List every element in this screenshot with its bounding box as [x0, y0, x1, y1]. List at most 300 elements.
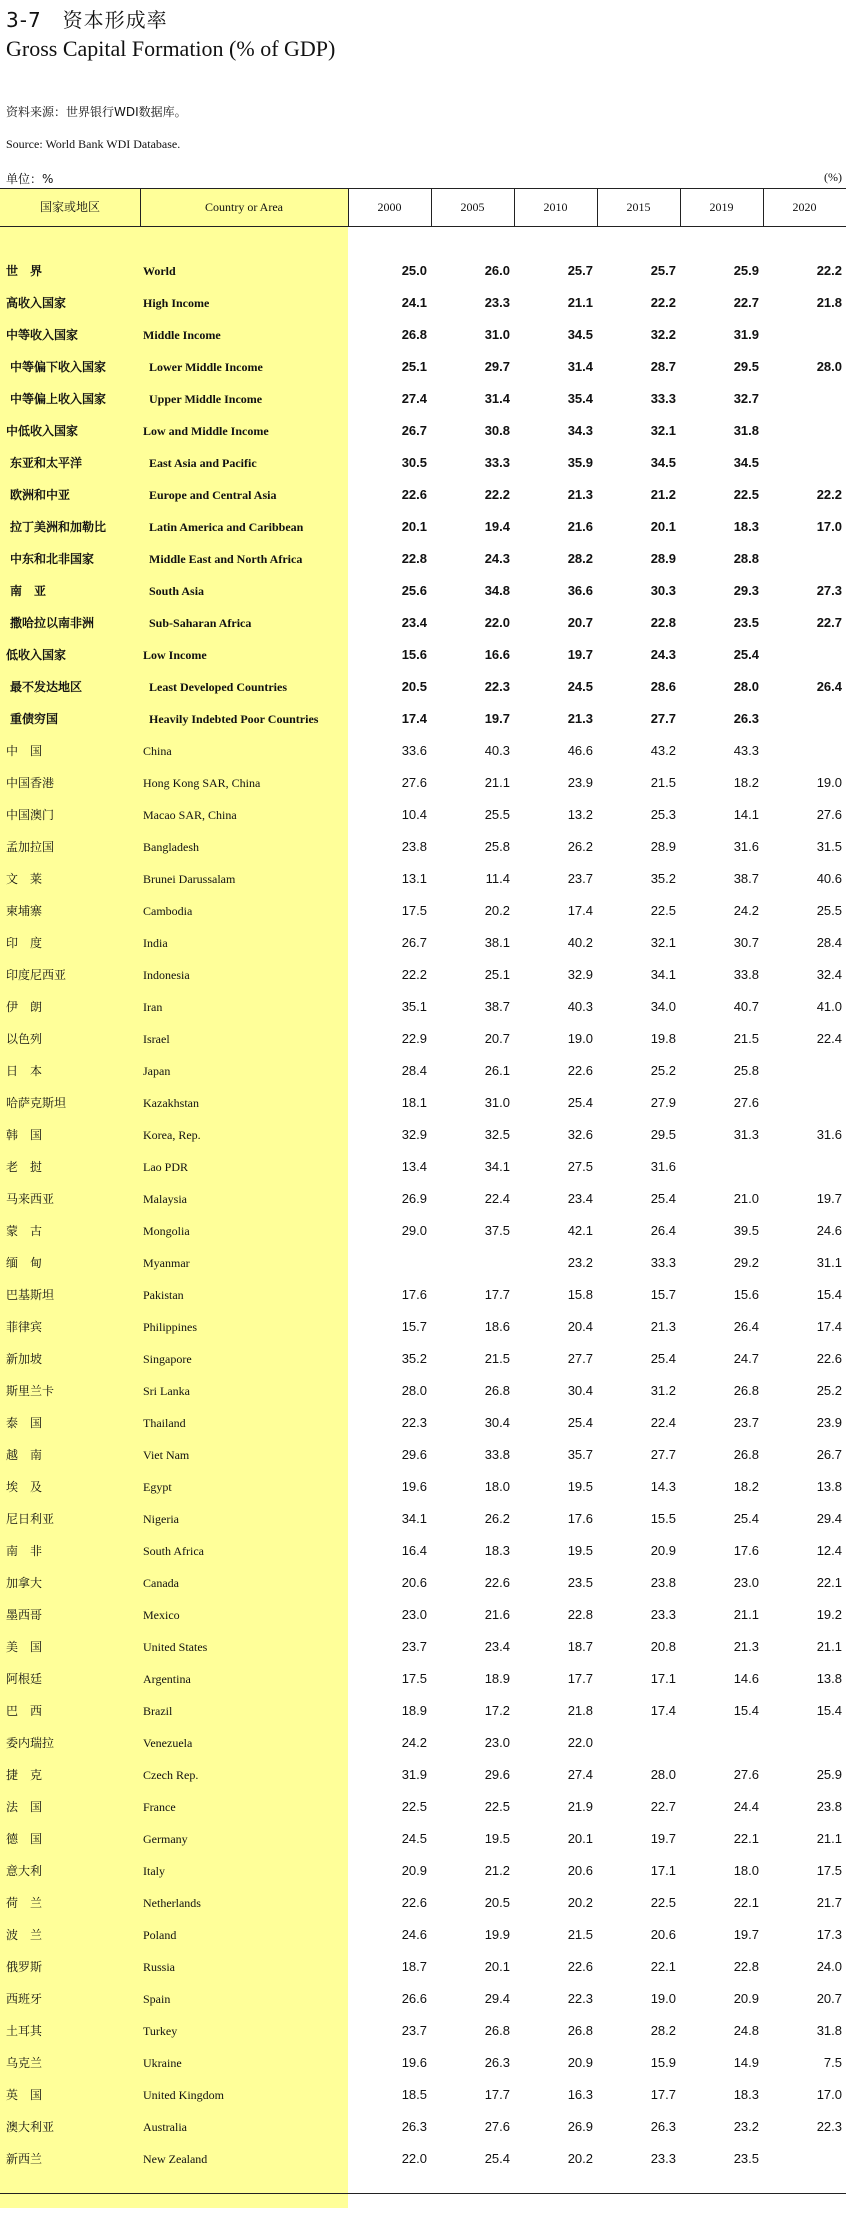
value-cell: 23.3	[650, 1607, 676, 1622]
country-name-cn: 俄罗斯	[6, 1960, 43, 1974]
country-name-en: Malaysia	[143, 1192, 187, 1206]
value-cell: 26.4	[733, 1319, 759, 1334]
country-name-en: Mongolia	[143, 1224, 190, 1238]
value-cell: 17.7	[567, 1671, 593, 1686]
value-cell: 17.1	[650, 1671, 676, 1686]
value-cell: 33.3	[650, 1255, 676, 1270]
value-cell: 32.6	[567, 1127, 593, 1142]
value-cell: 22.8	[733, 1959, 759, 1974]
value-cell: 20.9	[567, 2055, 593, 2070]
value-cell: 22.6	[484, 1575, 510, 1590]
country-name-cn: 尼日利亚	[6, 1512, 55, 1526]
value-cell: 13.1	[401, 871, 427, 886]
value-cell: 34.1	[650, 967, 676, 982]
value-cell: 18.3	[733, 519, 759, 534]
country-name-en: India	[143, 936, 168, 950]
header-separator	[680, 188, 681, 226]
value-cell: 23.0	[401, 1607, 427, 1622]
value-cell: 25.4	[567, 1095, 593, 1110]
table-row	[0, 543, 846, 575]
table-row	[0, 735, 846, 767]
table-row	[0, 351, 846, 383]
country-name-en: Viet Nam	[143, 1448, 190, 1462]
value-cell: 18.5	[401, 2087, 427, 2102]
value-cell: 22.2	[816, 487, 842, 502]
value-cell: 35.7	[567, 1447, 593, 1462]
header-separator	[597, 188, 598, 226]
value-cell: 21.5	[484, 1351, 510, 1366]
country-name-en: Macao SAR, China	[143, 808, 237, 822]
table-row	[0, 1759, 846, 1791]
value-cell: 15.4	[816, 1703, 842, 1718]
value-cell: 23.8	[650, 1575, 676, 1590]
value-cell: 25.7	[650, 263, 676, 278]
value-cell: 29.5	[733, 359, 759, 374]
value-cell: 29.2	[733, 1255, 759, 1270]
value-cell: 23.2	[567, 1255, 593, 1270]
value-cell: 43.2	[650, 743, 676, 758]
table-row	[0, 1663, 846, 1695]
country-name-cn: 东亚和太平洋	[10, 456, 83, 470]
value-cell: 17.6	[401, 1287, 427, 1302]
value-cell: 40.2	[567, 935, 593, 950]
country-name-cn: 低收入国家	[6, 648, 67, 662]
country-name-cn: 文 莱	[6, 872, 43, 886]
value-cell: 14.9	[733, 2055, 759, 2070]
value-cell: 31.0	[484, 1095, 510, 1110]
value-cell: 23.7	[567, 871, 593, 886]
value-cell: 30.4	[484, 1415, 510, 1430]
value-cell: 23.4	[567, 1191, 593, 1206]
value-cell: 34.3	[567, 423, 593, 438]
country-name-en: Bangladesh	[143, 840, 199, 854]
value-cell: 38.7	[484, 999, 510, 1014]
value-cell: 21.1	[816, 1831, 842, 1846]
country-name-en: South Africa	[143, 1544, 204, 1558]
value-cell: 26.9	[401, 1191, 427, 1206]
value-cell: 17.6	[567, 1511, 593, 1526]
country-name-cn: 中低收入国家	[6, 424, 79, 438]
table-row	[0, 1951, 846, 1983]
value-cell: 23.7	[401, 2023, 427, 2038]
value-cell: 23.7	[401, 1639, 427, 1654]
value-cell: 26.8	[733, 1383, 759, 1398]
value-cell: 33.6	[401, 743, 427, 758]
value-cell: 22.6	[401, 1895, 427, 1910]
table-row	[0, 1855, 846, 1887]
country-name-cn: 墨西哥	[6, 1608, 43, 1622]
country-name-en: Heavily Indebted Poor Countries	[149, 712, 319, 726]
value-cell: 24.4	[733, 1799, 759, 1814]
value-cell: 23.3	[650, 2151, 676, 2166]
value-cell: 19.7	[650, 1831, 676, 1846]
value-cell: 35.2	[401, 1351, 427, 1366]
country-name-en: Indonesia	[143, 968, 190, 982]
value-cell: 24.7	[733, 1351, 759, 1366]
value-cell: 19.7	[484, 711, 510, 726]
value-cell: 21.7	[816, 1895, 842, 1910]
value-cell: 20.2	[484, 903, 510, 918]
value-cell: 24.5	[401, 1831, 427, 1846]
country-name-en: Middle East and North Africa	[149, 552, 303, 566]
value-cell: 20.9	[650, 1543, 676, 1558]
value-cell: 28.2	[650, 2023, 676, 2038]
value-cell: 31.4	[567, 359, 593, 374]
value-cell: 29.6	[401, 1447, 427, 1462]
country-name-en: Australia	[143, 2120, 187, 2134]
country-name-en: Lao PDR	[143, 1160, 188, 1174]
table-row	[0, 991, 846, 1023]
table-rule	[0, 226, 846, 227]
table-row	[0, 1439, 846, 1471]
header-country-en: Country or Area	[205, 200, 283, 214]
value-cell: 26.7	[401, 423, 427, 438]
value-cell: 32.9	[567, 967, 593, 982]
value-cell: 26.6	[401, 1991, 427, 2006]
value-cell: 26.8	[484, 2023, 510, 2038]
country-name-cn: 埃 及	[6, 1480, 43, 1494]
table-row	[0, 1823, 846, 1855]
table-row	[0, 799, 846, 831]
value-cell: 21.3	[733, 1639, 759, 1654]
value-cell: 30.4	[567, 1383, 593, 1398]
country-name-en: Ukraine	[143, 2056, 182, 2070]
value-cell: 19.7	[816, 1191, 842, 1206]
value-cell: 15.4	[733, 1703, 759, 1718]
header-separator	[348, 188, 349, 226]
table-row	[0, 895, 846, 927]
country-name-en: East Asia and Pacific	[149, 456, 257, 470]
table-row	[0, 671, 846, 703]
value-cell: 18.2	[733, 775, 759, 790]
value-cell: 26.3	[733, 711, 759, 726]
value-cell: 23.3	[484, 295, 510, 310]
value-cell: 21.2	[650, 487, 676, 502]
value-cell: 23.4	[401, 615, 427, 630]
value-cell: 38.7	[733, 871, 759, 886]
country-name-cn: 印度尼西亚	[6, 968, 67, 982]
value-cell: 23.4	[484, 1639, 510, 1654]
country-name-cn: 西班牙	[6, 1992, 43, 2006]
value-cell: 25.6	[401, 583, 427, 598]
value-cell: 27.4	[401, 391, 427, 406]
country-name-cn: 柬埔寨	[6, 904, 43, 918]
value-cell: 20.1	[567, 1831, 593, 1846]
value-cell: 20.7	[816, 1991, 842, 2006]
value-cell: 20.6	[401, 1575, 427, 1590]
country-name-cn: 菲律宾	[6, 1320, 43, 1334]
value-cell: 15.5	[650, 1511, 676, 1526]
value-cell: 31.5	[816, 839, 842, 854]
header-year: 2000	[377, 200, 402, 214]
value-cell: 20.1	[401, 519, 427, 534]
country-name-cn: 撒哈拉以南非洲	[10, 616, 95, 630]
value-cell: 17.4	[650, 1703, 676, 1718]
value-cell: 22.3	[567, 1991, 593, 2006]
country-name-en: Low and Middle Income	[143, 424, 269, 438]
country-name-cn: 加拿大	[6, 1576, 43, 1590]
country-name-en: Upper Middle Income	[149, 392, 263, 406]
value-cell: 27.6	[484, 2119, 510, 2134]
value-cell: 26.3	[484, 2055, 510, 2070]
value-cell: 26.2	[484, 1511, 510, 1526]
country-name-en: Europe and Central Asia	[149, 488, 277, 502]
value-cell: 20.4	[567, 1319, 593, 1334]
value-cell: 20.5	[484, 1895, 510, 1910]
table-row	[0, 2079, 846, 2111]
value-cell: 28.0	[816, 359, 842, 374]
value-cell: 23.5	[733, 2151, 759, 2166]
value-cell: 26.8	[567, 2023, 593, 2038]
country-name-en: Canada	[143, 1576, 179, 1590]
country-name-en: Germany	[143, 1832, 188, 1846]
table-row	[0, 2143, 846, 2175]
value-cell: 24.6	[401, 1927, 427, 1942]
value-cell: 19.8	[650, 1031, 676, 1046]
value-cell: 22.2	[816, 263, 842, 278]
value-cell: 34.1	[484, 1159, 510, 1174]
value-cell: 22.7	[816, 615, 842, 630]
value-cell: 24.3	[650, 647, 676, 662]
value-cell: 27.6	[816, 807, 842, 822]
value-cell: 26.8	[401, 327, 427, 342]
value-cell: 18.6	[484, 1319, 510, 1334]
country-name-en: Sub-Saharan Africa	[149, 616, 252, 630]
header-separator	[514, 188, 515, 226]
value-cell: 19.0	[650, 1991, 676, 2006]
country-name-en: Iran	[143, 1000, 163, 1014]
value-cell: 33.3	[650, 391, 676, 406]
country-name-en: Argentina	[143, 1672, 191, 1686]
value-cell: 31.6	[733, 839, 759, 854]
value-cell: 32.9	[401, 1127, 427, 1142]
country-name-en: Lower Middle Income	[149, 360, 263, 374]
value-cell: 25.4	[733, 1511, 759, 1526]
value-cell: 22.3	[484, 679, 510, 694]
table-row	[0, 1247, 846, 1279]
value-cell: 29.5	[650, 1127, 676, 1142]
country-name-cn: 伊 朗	[6, 1000, 43, 1014]
value-cell: 31.9	[401, 1767, 427, 1782]
value-cell: 32.1	[650, 935, 676, 950]
value-cell: 26.8	[733, 1447, 759, 1462]
country-name-en: Thailand	[143, 1416, 186, 1430]
value-cell: 18.9	[401, 1703, 427, 1718]
value-cell: 20.2	[567, 2151, 593, 2166]
value-cell: 31.6	[816, 1127, 842, 1142]
country-name-en: Venezuela	[143, 1736, 193, 1750]
value-cell: 15.7	[650, 1287, 676, 1302]
table-row	[0, 1343, 846, 1375]
value-cell: 22.5	[733, 487, 759, 502]
table-row	[0, 415, 846, 447]
value-cell: 27.7	[567, 1351, 593, 1366]
value-cell: 21.1	[733, 1607, 759, 1622]
value-cell: 22.0	[567, 1735, 593, 1750]
value-cell: 20.9	[401, 1863, 427, 1878]
table-row	[0, 1631, 846, 1663]
value-cell: 27.6	[733, 1095, 759, 1110]
value-cell: 17.6	[733, 1543, 759, 1558]
value-cell: 16.6	[484, 647, 510, 662]
value-cell: 43.3	[733, 743, 759, 758]
value-cell: 17.1	[650, 1863, 676, 1878]
table-row	[0, 863, 846, 895]
country-name-en: Egypt	[143, 1480, 172, 1494]
value-cell: 21.1	[816, 1639, 842, 1654]
value-cell: 26.3	[401, 2119, 427, 2134]
value-cell: 22.5	[650, 903, 676, 918]
table-rule	[0, 188, 846, 189]
value-cell: 19.7	[733, 1927, 759, 1942]
country-name-en: High Income	[143, 296, 210, 310]
value-cell: 26.1	[484, 1063, 510, 1078]
value-cell: 21.5	[567, 1927, 593, 1942]
header-separator	[763, 188, 764, 226]
country-name-en: Italy	[143, 1864, 165, 1878]
value-cell: 31.4	[484, 391, 510, 406]
country-name-cn: 中东和北非国家	[10, 552, 95, 566]
value-cell: 21.5	[650, 775, 676, 790]
value-cell: 32.7	[733, 391, 759, 406]
value-cell: 20.7	[567, 615, 593, 630]
value-cell: 22.1	[816, 1575, 842, 1590]
value-cell: 26.4	[650, 1223, 676, 1238]
value-cell: 27.4	[567, 1767, 593, 1782]
value-cell: 24.0	[816, 1959, 842, 1974]
value-cell: 13.4	[401, 1159, 427, 1174]
country-name-en: Czech Rep.	[143, 1768, 199, 1782]
table-row	[0, 1695, 846, 1727]
country-name-en: Pakistan	[143, 1288, 184, 1302]
table-row	[0, 447, 846, 479]
value-cell: 7.5	[823, 2055, 842, 2070]
value-cell: 39.5	[733, 1223, 759, 1238]
country-name-cn: 中等偏上收入国家	[10, 392, 107, 406]
value-cell: 22.1	[733, 1831, 759, 1846]
value-cell: 30.8	[484, 423, 510, 438]
value-cell: 40.6	[816, 871, 842, 886]
value-cell: 27.7	[650, 1447, 676, 1462]
table-row	[0, 1471, 846, 1503]
value-cell: 34.1	[401, 1511, 427, 1526]
table-row	[0, 1791, 846, 1823]
value-cell: 23.0	[733, 1575, 759, 1590]
value-cell: 27.7	[650, 711, 676, 726]
value-cell: 25.2	[816, 1383, 842, 1398]
value-cell: 17.5	[401, 1671, 427, 1686]
value-cell: 17.7	[484, 1287, 510, 1302]
country-name-en: Nigeria	[143, 1512, 179, 1526]
country-name-en: Poland	[143, 1928, 177, 1942]
value-cell: 17.7	[650, 2087, 676, 2102]
value-cell: 31.6	[650, 1159, 676, 1174]
country-name-cn: 老 挝	[6, 1160, 43, 1174]
table-row	[0, 1215, 846, 1247]
value-cell: 40.3	[567, 999, 593, 1014]
value-cell: 22.6	[816, 1351, 842, 1366]
value-cell: 19.5	[484, 1831, 510, 1846]
table-row	[0, 1503, 846, 1535]
table-row	[0, 1983, 846, 2015]
value-cell: 23.8	[816, 1799, 842, 1814]
value-cell: 24.8	[733, 2023, 759, 2038]
table-row	[0, 2047, 846, 2079]
value-cell: 25.4	[650, 1351, 676, 1366]
value-cell: 33.8	[733, 967, 759, 982]
value-cell: 18.1	[401, 1095, 427, 1110]
value-cell: 22.3	[816, 2119, 842, 2134]
value-cell: 31.2	[650, 1383, 676, 1398]
value-cell: 40.3	[484, 743, 510, 758]
value-cell: 10.4	[401, 807, 427, 822]
value-cell: 31.1	[816, 1255, 842, 1270]
country-name-cn: 意大利	[6, 1864, 43, 1878]
country-name-cn: 委内瑞拉	[6, 1736, 55, 1750]
value-cell: 25.1	[401, 359, 427, 374]
value-cell: 28.0	[401, 1383, 427, 1398]
country-name-cn: 法 国	[6, 1800, 43, 1814]
country-name-en: Hong Kong SAR, China	[143, 776, 261, 790]
value-cell: 16.4	[401, 1543, 427, 1558]
country-name-cn: 中国香港	[6, 776, 55, 790]
value-cell: 20.8	[650, 1639, 676, 1654]
value-cell: 17.0	[816, 2087, 842, 2102]
country-name-cn: 德 国	[6, 1832, 43, 1846]
table-row	[0, 703, 846, 735]
table-row	[0, 1535, 846, 1567]
header-year: 2010	[543, 200, 568, 214]
value-cell: 20.5	[401, 679, 427, 694]
value-cell: 27.5	[567, 1159, 593, 1174]
table-row	[0, 1183, 846, 1215]
value-cell: 14.1	[733, 807, 759, 822]
country-name-cn: 孟加拉国	[6, 840, 55, 854]
value-cell: 25.1	[484, 967, 510, 982]
value-cell: 17.2	[484, 1703, 510, 1718]
country-name-en: Netherlands	[143, 1896, 201, 1910]
value-cell: 32.1	[650, 423, 676, 438]
value-cell: 28.4	[401, 1063, 427, 1078]
source-note-en: Source: World Bank WDI Database.	[6, 137, 181, 151]
value-cell: 24.6	[816, 1223, 842, 1238]
value-cell: 22.6	[401, 487, 427, 502]
value-cell: 22.7	[650, 1799, 676, 1814]
value-cell: 31.3	[733, 1127, 759, 1142]
table-row	[0, 639, 846, 671]
value-cell: 21.6	[484, 1607, 510, 1622]
value-cell: 21.5	[733, 1031, 759, 1046]
value-cell: 28.9	[650, 551, 676, 566]
value-cell: 21.6	[567, 519, 593, 534]
value-cell: 17.3	[816, 1927, 842, 1942]
value-cell: 17.5	[816, 1863, 842, 1878]
value-cell: 19.6	[401, 1479, 427, 1494]
country-name-cn: 泰 国	[6, 1416, 43, 1430]
header-country-cn: 国家或地区	[39, 200, 100, 214]
value-cell: 17.4	[567, 903, 593, 918]
value-cell: 34.5	[650, 455, 676, 470]
table-row	[0, 1887, 846, 1919]
country-name-cn: 韩 国	[6, 1128, 43, 1142]
value-cell: 25.5	[816, 903, 842, 918]
header-separator	[140, 188, 141, 226]
value-cell: 21.9	[567, 1799, 593, 1814]
country-name-cn: 中国澳门	[6, 808, 55, 822]
country-name-en: United States	[143, 1640, 208, 1654]
country-name-cn: 以色列	[6, 1032, 43, 1046]
country-name-en: Least Developed Countries	[149, 680, 287, 694]
